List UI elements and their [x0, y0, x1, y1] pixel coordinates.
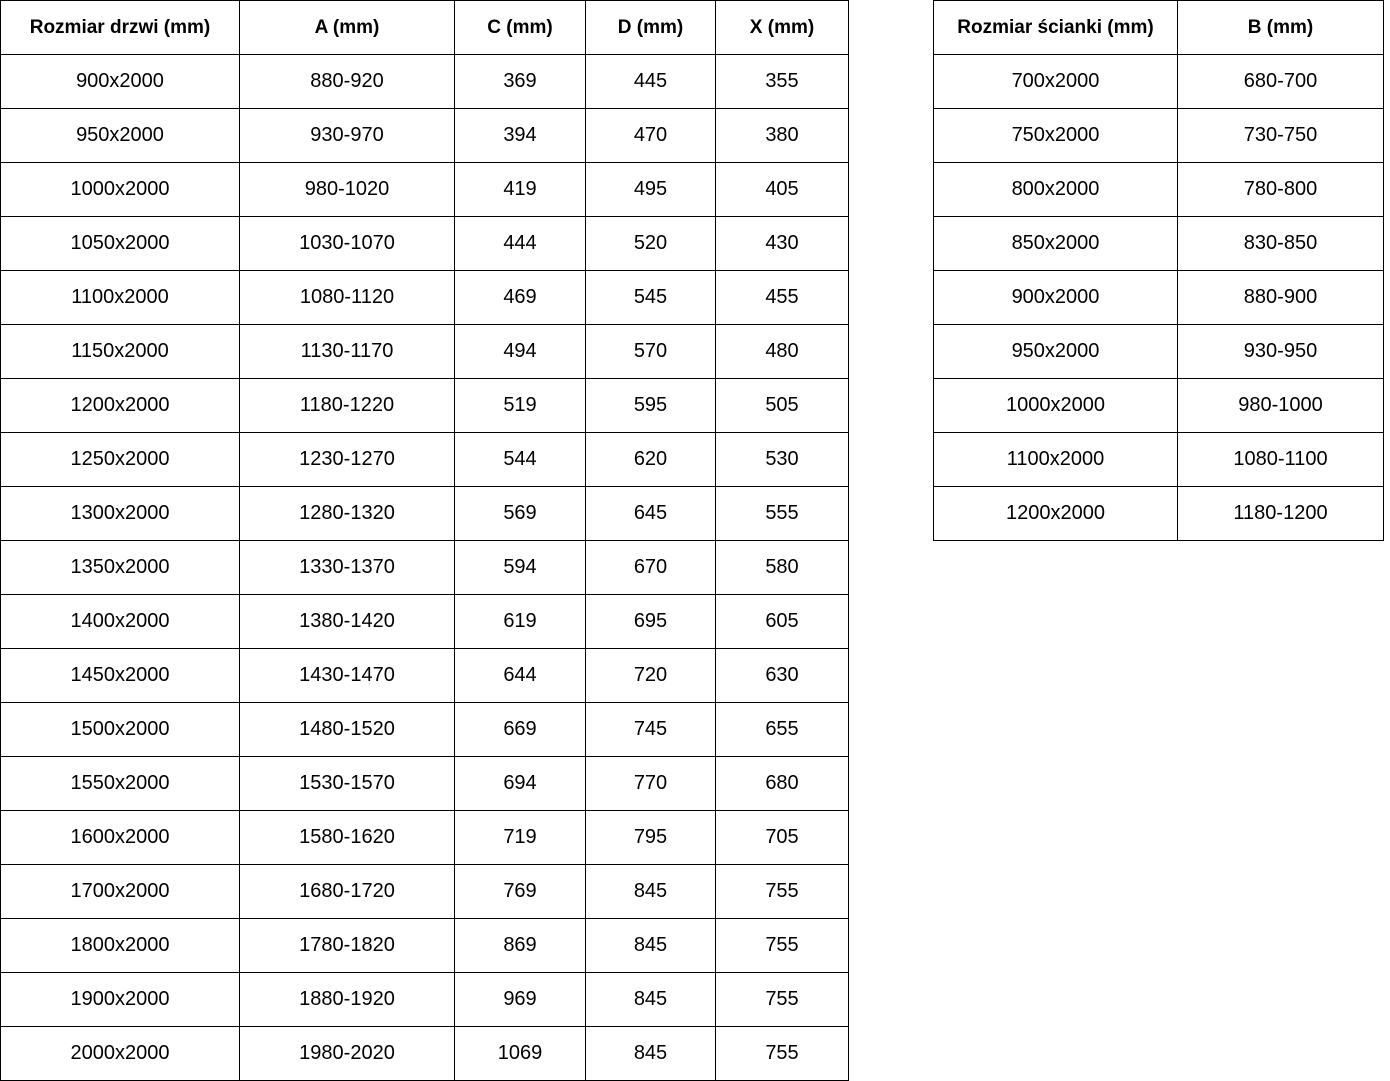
table-row: [934, 271, 1384, 325]
table-row: [934, 487, 1384, 541]
table-cell: 545: [586, 271, 716, 325]
table-cell: 880-920: [240, 55, 455, 109]
table-cell: 1300x2000: [1, 487, 240, 541]
table-cell: 570: [586, 325, 716, 379]
table-cell: 1030-1070: [240, 217, 455, 271]
table-cell: 1430-1470: [240, 649, 455, 703]
table-cell: 1000x2000: [1, 163, 240, 217]
table-cell: 880-900: [1178, 271, 1384, 325]
table-cell: 730-750: [1178, 109, 1384, 163]
table-cell: 1080-1120: [240, 271, 455, 325]
column-header-wall-size: Rozmiar ścianki (mm): [934, 1, 1178, 55]
table-cell: 1100x2000: [1, 271, 240, 325]
table-cell: 980-1020: [240, 163, 455, 217]
table-cell: 755: [716, 973, 849, 1027]
table-cell: 620: [586, 433, 716, 487]
table-header-row: [934, 1, 1384, 55]
table-cell: 1580-1620: [240, 811, 455, 865]
table-cell: 1180-1200: [1178, 487, 1384, 541]
table-cell: 1530-1570: [240, 757, 455, 811]
table-cell: 394: [455, 109, 586, 163]
table-row: [1, 595, 849, 649]
table-row: [1, 919, 849, 973]
door-table-body: [1, 55, 849, 1081]
table-cell: 969: [455, 973, 586, 1027]
table-cell: 494: [455, 325, 586, 379]
table-cell: 669: [455, 703, 586, 757]
table-cell: 670: [586, 541, 716, 595]
table-cell: 1400x2000: [1, 595, 240, 649]
column-header-a: A (mm): [240, 1, 455, 55]
table-cell: 1680-1720: [240, 865, 455, 919]
table-cell: 845: [586, 1027, 716, 1081]
table-cell: 1900x2000: [1, 973, 240, 1027]
table-cell: 1200x2000: [1, 379, 240, 433]
table-cell: 900x2000: [1, 55, 240, 109]
table-cell: 355: [716, 55, 849, 109]
table-cell: 1150x2000: [1, 325, 240, 379]
table-cell: 1350x2000: [1, 541, 240, 595]
table-cell: 480: [716, 325, 849, 379]
table-cell: 1330-1370: [240, 541, 455, 595]
table-cell: 445: [586, 55, 716, 109]
table-cell: 745: [586, 703, 716, 757]
table-cell: 1200x2000: [934, 487, 1178, 541]
table-row: [934, 163, 1384, 217]
table-row: [1, 55, 849, 109]
table-cell: 795: [586, 811, 716, 865]
table-cell: 619: [455, 595, 586, 649]
table-cell: 1250x2000: [1, 433, 240, 487]
table-cell: 1600x2000: [1, 811, 240, 865]
table-cell: 900x2000: [934, 271, 1178, 325]
table-cell: 694: [455, 757, 586, 811]
table-cell: 644: [455, 649, 586, 703]
table-cell: 594: [455, 541, 586, 595]
table-row: [1, 433, 849, 487]
table-cell: 705: [716, 811, 849, 865]
table-cell: 680-700: [1178, 55, 1384, 109]
table-cell: 1700x2000: [1, 865, 240, 919]
table-cell: 380: [716, 109, 849, 163]
table-row: [934, 55, 1384, 109]
table-row: [1, 1027, 849, 1081]
table-row: [1, 217, 849, 271]
table-row: [934, 325, 1384, 379]
table-cell: 980-1000: [1178, 379, 1384, 433]
table-cell: 1780-1820: [240, 919, 455, 973]
table-cell: 755: [716, 865, 849, 919]
table-row: [1, 703, 849, 757]
table-row: [1, 325, 849, 379]
table-cell: 845: [586, 865, 716, 919]
column-header-x: X (mm): [716, 1, 849, 55]
table-cell: 519: [455, 379, 586, 433]
table-cell: 455: [716, 271, 849, 325]
table-cell: 755: [716, 919, 849, 973]
table-cell: 569: [455, 487, 586, 541]
table-cell: 1980-2020: [240, 1027, 455, 1081]
table-cell: 469: [455, 271, 586, 325]
table-cell: 755: [716, 1027, 849, 1081]
table-row: [934, 433, 1384, 487]
table-cell: 845: [586, 973, 716, 1027]
table-header-row: [1, 1, 849, 55]
table-cell: 930-970: [240, 109, 455, 163]
column-header-b: B (mm): [1178, 1, 1384, 55]
table-cell: 1230-1270: [240, 433, 455, 487]
table-cell: 595: [586, 379, 716, 433]
table-cell: 845: [586, 919, 716, 973]
table-cell: 430: [716, 217, 849, 271]
table-cell: 369: [455, 55, 586, 109]
table-cell: 1000x2000: [934, 379, 1178, 433]
table-cell: 645: [586, 487, 716, 541]
table-row: [934, 217, 1384, 271]
table-cell: 850x2000: [934, 217, 1178, 271]
table-cell: 2000x2000: [1, 1027, 240, 1081]
table-cell: 950x2000: [934, 325, 1178, 379]
table-cell: 505: [716, 379, 849, 433]
table-row: [1, 271, 849, 325]
table-cell: 869: [455, 919, 586, 973]
table-cell: 700x2000: [934, 55, 1178, 109]
table-cell: 1180-1220: [240, 379, 455, 433]
column-header-door-size: Rozmiar drzwi (mm): [1, 1, 240, 55]
column-header-d: D (mm): [586, 1, 716, 55]
table-cell: 605: [716, 595, 849, 649]
table-cell: 680: [716, 757, 849, 811]
table-cell: 1480-1520: [240, 703, 455, 757]
wall-dimensions-table: [933, 0, 1384, 541]
column-header-c: C (mm): [455, 1, 586, 55]
table-cell: 530: [716, 433, 849, 487]
table-cell: 444: [455, 217, 586, 271]
table-row: [934, 379, 1384, 433]
table-cell: 655: [716, 703, 849, 757]
table-cell: 1800x2000: [1, 919, 240, 973]
table-cell: 950x2000: [1, 109, 240, 163]
table-cell: 1450x2000: [1, 649, 240, 703]
table-cell: 470: [586, 109, 716, 163]
table-row: [1, 973, 849, 1027]
table-cell: 495: [586, 163, 716, 217]
table-row: [1, 487, 849, 541]
wall-table-body: [934, 55, 1384, 541]
table-cell: 520: [586, 217, 716, 271]
table-cell: 719: [455, 811, 586, 865]
table-cell: 1069: [455, 1027, 586, 1081]
table-cell: 1050x2000: [1, 217, 240, 271]
table-cell: 1500x2000: [1, 703, 240, 757]
table-cell: 800x2000: [934, 163, 1178, 217]
table-row: [1, 649, 849, 703]
table-row: [1, 163, 849, 217]
table-row: [1, 865, 849, 919]
table-cell: 930-950: [1178, 325, 1384, 379]
table-cell: 1130-1170: [240, 325, 455, 379]
table-cell: 1080-1100: [1178, 433, 1384, 487]
table-cell: 1880-1920: [240, 973, 455, 1027]
table-cell: 720: [586, 649, 716, 703]
table-row: [1, 811, 849, 865]
table-cell: 770: [586, 757, 716, 811]
table-cell: 750x2000: [934, 109, 1178, 163]
table-cell: 1100x2000: [934, 433, 1178, 487]
table-cell: 1380-1420: [240, 595, 455, 649]
table-cell: 555: [716, 487, 849, 541]
table-cell: 769: [455, 865, 586, 919]
table-row: [1, 541, 849, 595]
table-cell: 1550x2000: [1, 757, 240, 811]
table-cell: 630: [716, 649, 849, 703]
table-cell: 830-850: [1178, 217, 1384, 271]
table-cell: 544: [455, 433, 586, 487]
table-cell: 405: [716, 163, 849, 217]
table-row: [934, 109, 1384, 163]
table-cell: 695: [586, 595, 716, 649]
table-cell: 780-800: [1178, 163, 1384, 217]
table-row: [1, 379, 849, 433]
table-row: [1, 757, 849, 811]
table-cell: 419: [455, 163, 586, 217]
table-row: [1, 109, 849, 163]
table-cell: 1280-1320: [240, 487, 455, 541]
table-cell: 580: [716, 541, 849, 595]
